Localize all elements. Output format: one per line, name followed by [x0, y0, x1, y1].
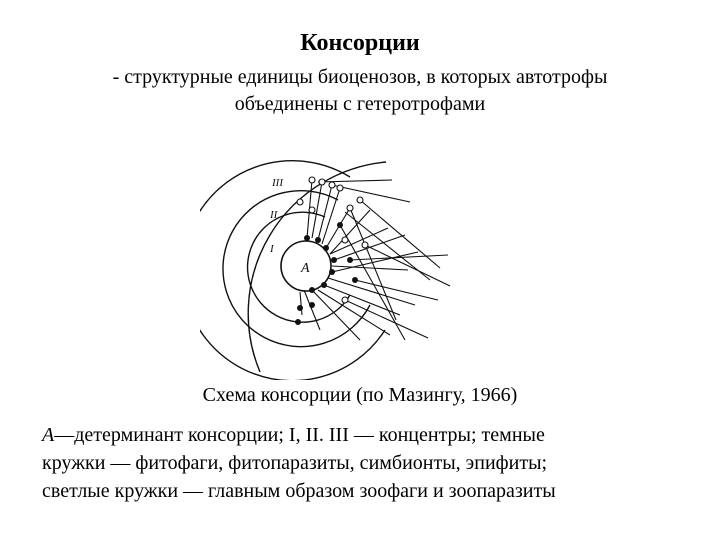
- dark-node: [352, 277, 358, 283]
- light-node: [309, 177, 315, 183]
- dark-node: [331, 257, 337, 263]
- slide-subtitle: [40, 64, 680, 118]
- light-node: [297, 199, 303, 205]
- dark-node: [304, 235, 310, 241]
- light-node: [337, 185, 343, 191]
- dark-node: [329, 269, 335, 275]
- figure-caption: [42, 421, 702, 505]
- light-node: [347, 205, 353, 211]
- ring-label-1: I: [270, 243, 274, 255]
- subtitle-line-1: - структурные единицы биоценозов, в которых автотрофы: [112, 66, 608, 88]
- slide-title: Консорции: [300, 30, 420, 56]
- dark-node: [295, 319, 301, 325]
- ring-label-3: III: [272, 177, 283, 189]
- consortium-diagram: [200, 140, 460, 380]
- dark-node: [337, 222, 343, 228]
- caption-line-2: кружки — фитофаги, фитопаразиты, симбионты, эпифиты;: [42, 452, 548, 474]
- dark-node: [309, 287, 315, 293]
- ring-label-2: II: [270, 209, 278, 221]
- dark-node: [309, 302, 315, 308]
- light-node: [357, 197, 363, 203]
- dark-node: [315, 237, 321, 243]
- light-node: [309, 207, 315, 213]
- light-node: [342, 237, 348, 243]
- dark-node: [321, 282, 327, 288]
- caption-symbol-a: A: [42, 424, 55, 446]
- caption-line-1-text: —детерминант консорции; I, II. III — концентры; темные: [54, 424, 545, 446]
- caption-line-3: светлые кружки — главным образом зоофаги и зоопаразиты: [42, 480, 556, 502]
- light-node: [362, 242, 368, 248]
- light-node: [342, 297, 348, 303]
- caption-line-1: [42, 421, 702, 449]
- dark-node: [297, 305, 303, 311]
- determinant-label: A: [301, 261, 310, 276]
- light-node: [319, 179, 325, 185]
- figure-caption-title: Схема консорции (по Мазингу, 1966): [202, 384, 518, 406]
- subtitle-line-2: объединены с гетеротрофами: [234, 93, 486, 115]
- dark-node: [323, 245, 329, 251]
- dark-node: [347, 257, 353, 263]
- light-node: [329, 182, 335, 188]
